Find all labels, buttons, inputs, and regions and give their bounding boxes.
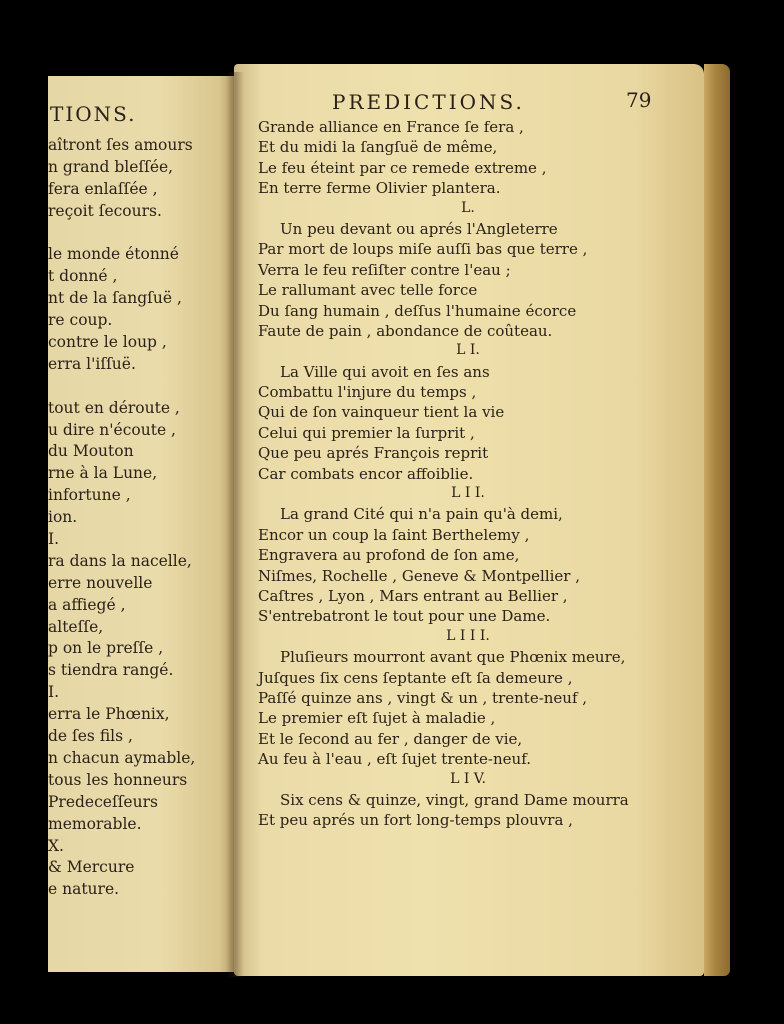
verse-line: La grand Cité qui n'a pain qu'à demi, bbox=[280, 505, 563, 524]
book-gutter bbox=[226, 72, 244, 977]
quatrain-number: L I V. bbox=[450, 770, 486, 787]
left-page bbox=[48, 76, 234, 972]
left-text-line: nt de la ſangſuë , bbox=[48, 289, 182, 308]
left-text-line: e nature. bbox=[48, 880, 120, 899]
left-text-line: n chacun aymable, bbox=[48, 748, 196, 767]
page-fore-edge bbox=[704, 64, 730, 976]
verse-line: Engravera au profond de ſon ame, bbox=[258, 546, 520, 565]
open-book bbox=[48, 52, 732, 980]
left-text-line: erra le Phœnix, bbox=[48, 705, 170, 724]
verse-line: Le feu éteint par ce remede extreme , bbox=[258, 158, 547, 177]
left-page-text bbox=[48, 136, 195, 902]
verse-line: Qui de ſon vainqueur tient la vie bbox=[258, 403, 505, 422]
verse-line: S'entrebatront le tout pour une Dame. bbox=[258, 607, 551, 626]
verse-line: Six cens & quinze, vingt, grand Dame mourra bbox=[280, 790, 629, 809]
right-page-text bbox=[258, 118, 678, 832]
verse-line: Du ſang humain , deſſus l'humaine écorce bbox=[258, 301, 577, 320]
verse-line: Le premier eſt ſujet à maladie , bbox=[258, 709, 496, 728]
quatrain-number: L I. bbox=[456, 342, 480, 359]
verse-line: Et peu aprés un fort long-temps plouvra , bbox=[258, 811, 573, 830]
left-text-line: aîtront ſes amours bbox=[48, 136, 193, 154]
verse-line: Le rallumant avec telle force bbox=[258, 281, 478, 300]
quatrain-number: L I I. bbox=[451, 485, 485, 502]
left-text-line bbox=[48, 224, 195, 246]
verse-line: Combattu l'injure du temps , bbox=[258, 383, 477, 402]
verse-line: Juſques ſix cens ſeptante eſt ſa demeure , bbox=[258, 668, 573, 687]
left-text-line: du Mouton bbox=[48, 442, 134, 461]
left-text-line: Predeceſſeurs bbox=[48, 792, 158, 811]
verse-line: Verra le feu reſiſter contre l'eau ; bbox=[258, 260, 511, 279]
left-text-line: a affiegé , bbox=[48, 595, 126, 614]
left-text-line bbox=[48, 377, 195, 399]
left-text-line: tous les honneurs bbox=[48, 770, 188, 789]
left-text-line: alteſſe, bbox=[48, 617, 104, 636]
left-text-line: p on le preſſe , bbox=[48, 639, 164, 658]
verse-line: Et du midi la ſangſuë de même, bbox=[258, 138, 498, 157]
verse-line: Grande alliance en France ſe fera , bbox=[258, 118, 524, 136]
left-text-line: fera enlaſſée , bbox=[48, 179, 158, 198]
verse-line: Faute de pain , abondance de coûteau. bbox=[258, 321, 553, 340]
left-text-line: & Mercure bbox=[48, 858, 135, 877]
left-text-line: t donné , bbox=[48, 267, 118, 286]
left-text-line: erra l'iſſuë. bbox=[48, 354, 136, 373]
page-number: 79 bbox=[626, 88, 652, 112]
verse-line: Car combats encor affoiblie. bbox=[258, 464, 474, 483]
quatrain-number: L I I I. bbox=[446, 627, 490, 644]
left-text-line: re coup. bbox=[48, 311, 113, 330]
verse-line: Paſſé quinze ans , vingt & un , trente-neuf , bbox=[258, 688, 588, 707]
verse-line: Que peu aprés François reprit bbox=[258, 444, 489, 463]
right-running-header: PREDICTIONS. bbox=[332, 90, 525, 114]
verse-line: Un peu devant ou aprés l'Angleterre bbox=[280, 219, 558, 238]
left-text-line: I. bbox=[48, 530, 60, 549]
left-text-line: infortune , bbox=[48, 486, 131, 505]
right-page bbox=[234, 64, 704, 976]
left-text-line: n grand bleſſée, bbox=[48, 157, 174, 176]
verse-line: Niſmes, Rochelle , Geneve & Montpellier , bbox=[258, 566, 581, 585]
verse-line: En terre ferme Olivier plantera. bbox=[258, 179, 501, 198]
left-text-line: erre nouvelle bbox=[48, 573, 153, 592]
verse-line: Encor un coup la ſaint Berthelemy , bbox=[258, 525, 530, 544]
quatrain-number: L. bbox=[461, 199, 475, 216]
verse-line: Au feu à l'eau , eſt ſujet trente-neuf. bbox=[258, 750, 531, 769]
left-text-line: u dire n'écoute , bbox=[48, 420, 176, 439]
left-running-header: TIONS. bbox=[50, 102, 137, 126]
left-text-line: I. bbox=[48, 683, 60, 702]
verse-line: Pluſieurs mourront avant que Phœnix meure, bbox=[280, 648, 626, 667]
left-text-line: contre le loup , bbox=[48, 333, 167, 352]
verse-line: La Ville qui avoit en ſes ans bbox=[280, 362, 490, 381]
left-text-line: s tiendra rangé. bbox=[48, 661, 174, 680]
left-text-line: tout en déroute , bbox=[48, 398, 180, 417]
verse-line: Celui qui premier la ſurprit , bbox=[258, 423, 475, 442]
verse-line: Caſtres , Lyon , Mars entrant au Bellier , bbox=[258, 586, 568, 605]
left-text-line: reçoit ſecours. bbox=[48, 201, 162, 220]
left-text-line: le monde étonné bbox=[48, 245, 179, 264]
left-text-line: de ſes fils , bbox=[48, 727, 133, 746]
verse-line: Par mort de loups miſe auſſi bas que terre , bbox=[258, 240, 588, 259]
verse-line: Et le ſecond au fer , danger de vie, bbox=[258, 729, 523, 748]
left-text-line: rne à la Lune, bbox=[48, 464, 158, 483]
left-text-line: ion. bbox=[48, 508, 78, 527]
left-text-line: ra dans la nacelle, bbox=[48, 551, 192, 570]
left-text-line: X. bbox=[48, 836, 64, 855]
left-text-line: memorable. bbox=[48, 814, 142, 833]
